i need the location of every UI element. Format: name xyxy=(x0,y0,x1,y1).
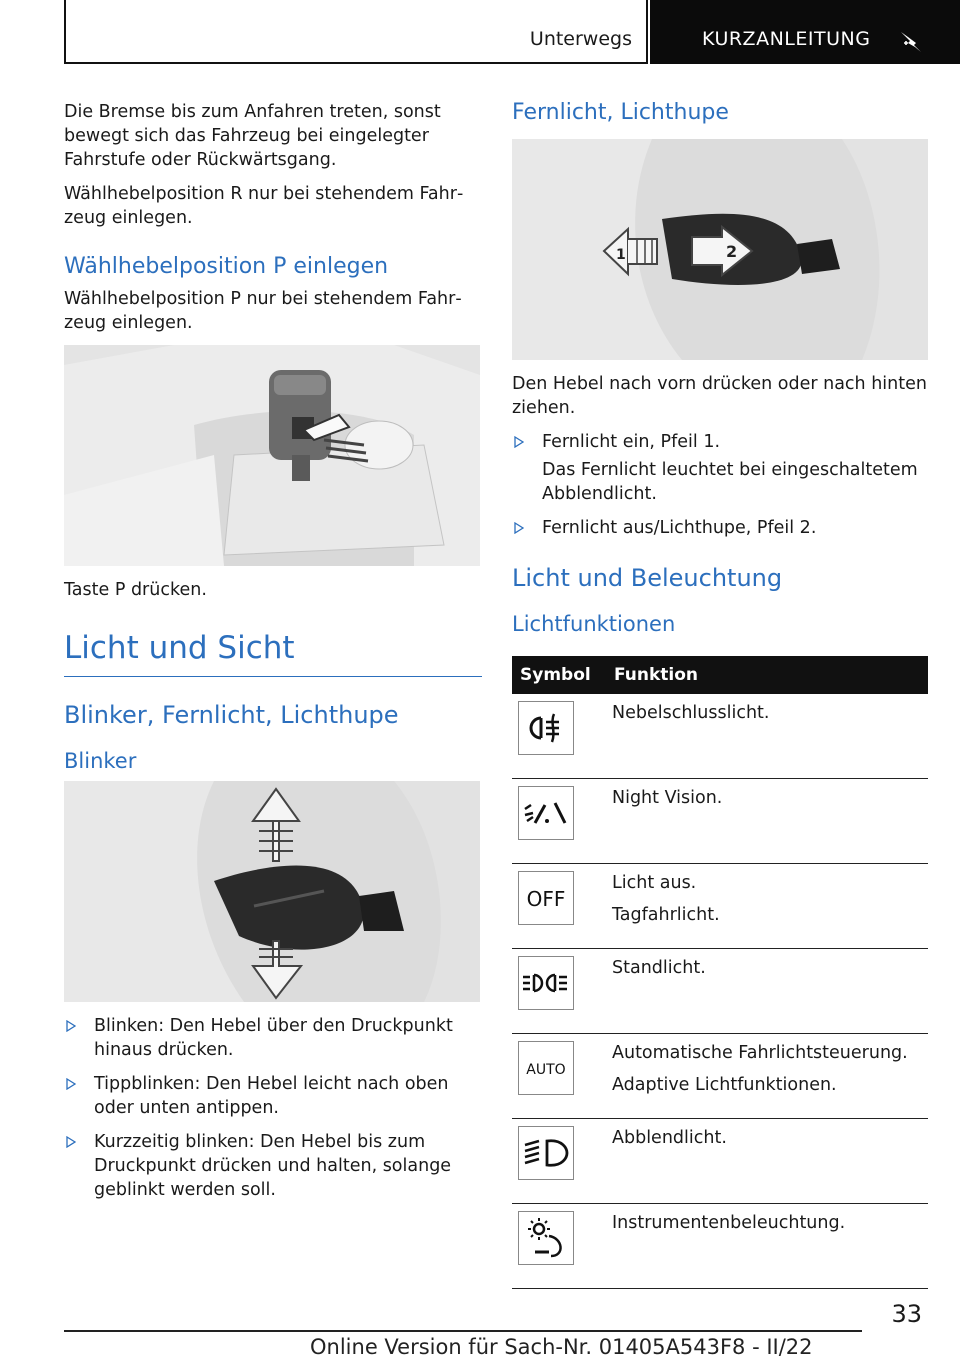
gear-selector-image xyxy=(64,345,480,566)
bullet-triangle-icon xyxy=(66,1078,76,1090)
park-text: Wählhebelposition P nur bei stehendem Fahrzeug einlegen. xyxy=(64,289,462,333)
fernlicht-text: Den Hebel nach vorn drücken oder nach hinten ziehen. xyxy=(512,374,927,418)
intro-paragraph-1: Die Bremse bis zum Anfahren treten, sonst bewegt sich das Fahrzeug bei eingelegter Fahrstufe oder Rückwärtsgang. xyxy=(64,102,441,170)
function-text: Nebelschlusslicht. xyxy=(612,703,770,723)
instrument-lighting-icon xyxy=(518,1211,574,1265)
rear-fog-light-icon xyxy=(518,701,574,755)
off-icon-text: OFF xyxy=(526,887,566,911)
header-section-title: Unterwegs xyxy=(529,28,632,50)
table-row xyxy=(512,949,928,1034)
function-text: Tagfahrlicht. xyxy=(612,905,720,925)
list-item xyxy=(64,1014,482,1062)
list-item-subtext: Das Fernlicht leuchtet bei eingeschaltetem Abblendlicht. xyxy=(542,460,918,504)
park-heading: Wählhebelposition P einlegen xyxy=(64,254,389,279)
header-chapter-box xyxy=(650,0,960,64)
low-beam-icon xyxy=(518,1126,574,1180)
column-header-symbol: Symbol xyxy=(512,656,606,694)
header-section-box xyxy=(64,0,648,64)
table-header-row xyxy=(512,656,928,694)
table-row xyxy=(512,779,928,864)
bullet-triangle-icon xyxy=(514,436,524,448)
arrow-label-2: 2 xyxy=(726,242,738,261)
fernlicht-list xyxy=(512,430,928,540)
footer-text: Online Version für Sach-Nr. 01405A543F8 - II/22 xyxy=(310,1335,813,1359)
section-heading: Blinker, Fernlicht, Lichthupe xyxy=(64,701,399,729)
function-text: Abblendlicht. xyxy=(612,1128,727,1148)
arrow-label-1: 1 xyxy=(616,247,626,263)
auto-icon xyxy=(518,1041,574,1095)
intro-paragraph-2: Wählhebelposition R nur bei stehendem Fahrzeug einlegen. xyxy=(64,184,464,228)
bullet-triangle-icon xyxy=(66,1020,76,1032)
function-text: Standlicht. xyxy=(612,958,706,978)
high-beam-lever-image xyxy=(512,139,928,360)
bullet-triangle-icon xyxy=(514,522,524,534)
chapter-heading: Licht und Sicht xyxy=(64,630,482,677)
night-vision-icon xyxy=(518,786,574,840)
table-row xyxy=(512,1034,928,1119)
turn-signal-lever-image xyxy=(64,781,480,1002)
list-item xyxy=(64,1130,482,1202)
table-row xyxy=(512,1119,928,1204)
function-text: Instrumentenbeleuchtung. xyxy=(612,1213,846,1233)
table-row xyxy=(512,1204,928,1289)
list-item-text: Blinken: Den Hebel über den Druckpunkt hinaus drücken. xyxy=(94,1016,453,1060)
list-item xyxy=(512,516,928,540)
blinker-heading: Blinker xyxy=(64,749,137,773)
function-text: Licht aus. xyxy=(612,873,697,893)
list-item-text: Kurzzeitig blinken: Den Hebel bis zum Druckpunkt drücken und halten, solange geblinkt werden soll. xyxy=(94,1132,452,1200)
list-item xyxy=(512,430,928,506)
park-caption: Taste P drücken. xyxy=(64,580,207,600)
auto-icon-text: AUTO xyxy=(526,1062,566,1078)
left-column xyxy=(64,100,482,1212)
page-number: 33 xyxy=(891,1300,922,1328)
column-header-funktion: Funktion xyxy=(606,656,928,694)
bullet-triangle-icon xyxy=(66,1136,76,1148)
function-text: Automatische Fahrlichtsteuerung. xyxy=(612,1043,908,1063)
footer-divider xyxy=(64,1330,862,1332)
header-chapter-title: KURZANLEITUNG xyxy=(702,28,871,50)
list-item-text: Fernlicht aus/Lichthupe, Pfeil 2. xyxy=(542,518,817,538)
list-item-text: Tippblinken: Den Hebel leicht nach oben oder unten antippen. xyxy=(94,1074,449,1118)
blinker-list xyxy=(64,1014,482,1202)
right-column xyxy=(512,100,928,1289)
licht-heading: Licht und Beleuchtung xyxy=(512,564,783,592)
function-text: Adaptive Lichtfunktionen. xyxy=(612,1075,837,1095)
lichtfunktionen-heading: Lichtfunktionen xyxy=(512,612,676,636)
list-item xyxy=(64,1072,482,1120)
table-row xyxy=(512,694,928,779)
off-icon xyxy=(518,871,574,925)
lightning-icon xyxy=(898,28,924,54)
fernlicht-heading: Fernlicht, Lichthupe xyxy=(512,100,729,125)
light-functions-table xyxy=(512,656,928,1289)
function-text: Night Vision. xyxy=(612,788,723,808)
table-row xyxy=(512,864,928,949)
parking-light-icon xyxy=(518,956,574,1010)
list-item-text: Fernlicht ein, Pfeil 1. xyxy=(542,432,721,452)
